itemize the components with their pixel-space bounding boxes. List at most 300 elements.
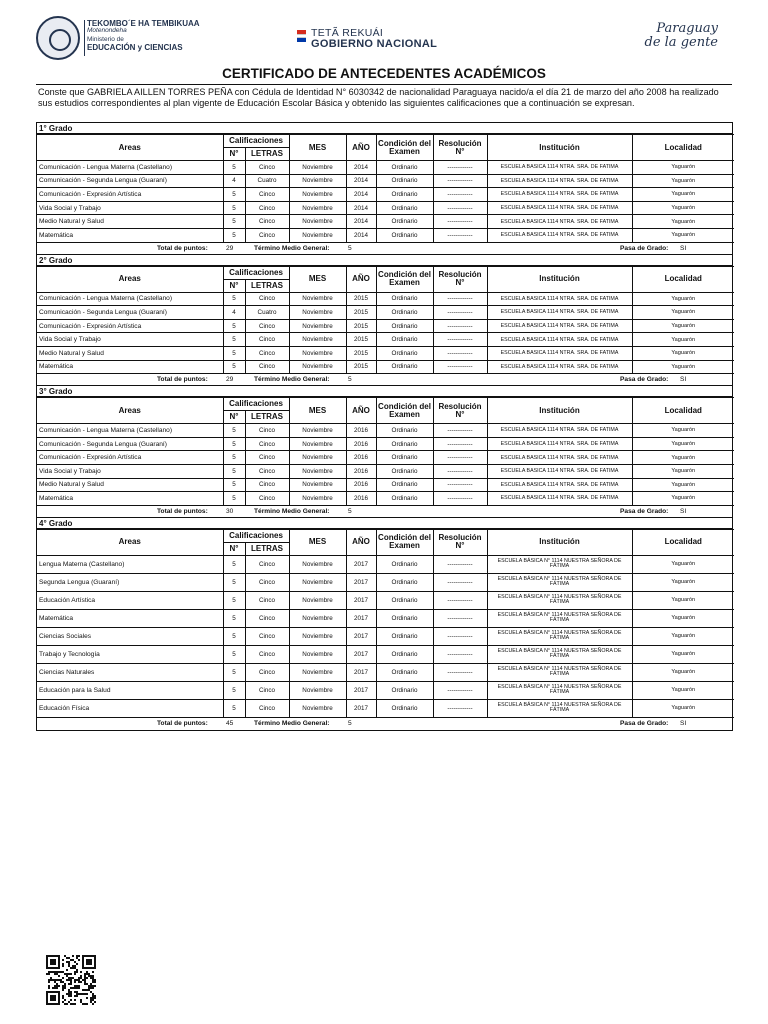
cell-institucion: ESCUELA BASICA 1114 NTRA. SRA. DE FATIMA: [487, 188, 632, 202]
cell-resolucion: ------------: [433, 437, 487, 451]
cell-institucion: ESCUELA BÁSICA N° 1114 NUESTRA SEÑORA DE FÁTIMA: [487, 555, 632, 573]
cell-localidad: Yaguarón: [632, 161, 734, 175]
cell-localidad: Yaguarón: [632, 627, 734, 645]
ministry-line-4: EDUCACIÓN y CIENCIAS: [87, 43, 183, 53]
cell-area: Vida Social y Trabajo: [37, 201, 223, 215]
cell-condicion: Ordinario: [376, 627, 433, 645]
cell-numero: 5: [223, 346, 245, 360]
cell-numero: 5: [223, 699, 245, 717]
col-letras: LETRAS: [245, 279, 289, 292]
cell-localidad: Yaguarón: [632, 215, 734, 229]
cell-resolucion: ------------: [433, 333, 487, 347]
average-value: 5: [348, 244, 352, 252]
total-value: 30: [226, 507, 234, 515]
cell-localidad: Yaguarón: [632, 663, 734, 681]
cell-area: Matemática: [37, 228, 223, 242]
government-line-2: GOBIERNO NACIONAL: [311, 37, 438, 50]
cell-institucion: ESCUELA BASICA 1114 NTRA. SRA. DE FATIMA: [487, 215, 632, 229]
col-calificaciones: Calificaciones: [223, 529, 289, 542]
average-value: 5: [348, 376, 352, 384]
cell-anio: 2016: [346, 478, 376, 492]
cell-numero: 5: [223, 215, 245, 229]
cell-resolucion: ------------: [433, 681, 487, 699]
table-row: [37, 360, 734, 374]
cell-resolucion: ------------: [433, 215, 487, 229]
cell-letras: Cinco: [245, 360, 289, 374]
cell-numero: 5: [223, 555, 245, 573]
cell-resolucion: ------------: [433, 555, 487, 573]
header-divider: [84, 20, 85, 56]
col-mes: MES: [289, 529, 346, 555]
cell-anio: 2015: [346, 292, 376, 306]
government-logo: [297, 28, 437, 50]
cell-institucion: ESCUELA BASICA 1114 NTRA. SRA. DE FATIMA: [487, 424, 632, 438]
cell-institucion: ESCUELA BÁSICA N° 1114 NUESTRA SEÑORA DE FÁTIMA: [487, 645, 632, 663]
grades-container: [36, 122, 733, 731]
table-row: [37, 681, 734, 699]
cell-mes: Noviembre: [289, 627, 346, 645]
cell-anio: 2017: [346, 573, 376, 591]
total-value: 45: [226, 719, 234, 727]
cell-area: Ciencias Naturales: [37, 663, 223, 681]
col-resolucion: Resolución N°: [433, 529, 487, 555]
slogan-line-2: de la gente: [644, 35, 718, 51]
cell-condicion: Ordinario: [376, 591, 433, 609]
cell-resolucion: ------------: [433, 188, 487, 202]
cell-area: Comunicación - Lengua Materna (Castellano): [37, 292, 223, 306]
cell-resolucion: ------------: [433, 424, 487, 438]
slogan-logo: [578, 22, 718, 51]
cell-area: Matemática: [37, 360, 223, 374]
cell-localidad: Yaguarón: [632, 555, 734, 573]
cell-institucion: ESCUELA BASICA 1114 NTRA. SRA. DE FATIMA: [487, 346, 632, 360]
cell-condicion: Ordinario: [376, 215, 433, 229]
table-row: [37, 174, 734, 188]
col-letras: LETRAS: [245, 411, 289, 424]
cell-condicion: Ordinario: [376, 681, 433, 699]
cell-resolucion: ------------: [433, 360, 487, 374]
table-row: [37, 424, 734, 438]
pass-value: SI: [680, 376, 687, 384]
col-numero: N°: [223, 542, 245, 555]
cell-area: Lengua Materna (Castellano): [37, 555, 223, 573]
cell-institucion: ESCUELA BASICA 1114 NTRA. SRA. DE FATIMA: [487, 228, 632, 242]
cell-resolucion: ------------: [433, 201, 487, 215]
cell-localidad: Yaguarón: [632, 292, 734, 306]
total-label: Total de puntos:: [157, 376, 208, 384]
col-condicion: Condición del Examen: [376, 266, 433, 292]
cell-institucion: ESCUELA BÁSICA N° 1114 NUESTRA SEÑORA DE FÁTIMA: [487, 699, 632, 717]
grade-block: [37, 123, 732, 255]
cell-area: Comunicación - Expresión Artística: [37, 319, 223, 333]
col-areas: Areas: [37, 529, 223, 555]
col-numero: N°: [223, 279, 245, 292]
cell-mes: Noviembre: [289, 228, 346, 242]
table-row: [37, 451, 734, 465]
col-institucion: Institución: [487, 266, 632, 292]
cell-localidad: Yaguarón: [632, 451, 734, 465]
cell-localidad: Yaguarón: [632, 188, 734, 202]
cell-mes: Noviembre: [289, 161, 346, 175]
table-row: [37, 319, 734, 333]
cell-condicion: Ordinario: [376, 161, 433, 175]
table-row: [37, 228, 734, 242]
cell-mes: Noviembre: [289, 609, 346, 627]
pass-label: Pasa de Grado:: [620, 719, 669, 727]
cell-numero: 5: [223, 609, 245, 627]
cell-letras: Cinco: [245, 492, 289, 506]
cell-area: Comunicación - Segunda Lengua (Guaraní): [37, 437, 223, 451]
cell-localidad: Yaguarón: [632, 645, 734, 663]
table-row: [37, 188, 734, 202]
cell-localidad: Yaguarón: [632, 174, 734, 188]
cell-resolucion: ------------: [433, 319, 487, 333]
cell-localidad: Yaguarón: [632, 492, 734, 506]
cell-anio: 2016: [346, 437, 376, 451]
cell-area: Educación Artística: [37, 591, 223, 609]
cell-resolucion: ------------: [433, 174, 487, 188]
cell-institucion: ESCUELA BASICA 1114 NTRA. SRA. DE FATIMA: [487, 333, 632, 347]
cell-numero: 4: [223, 306, 245, 320]
cell-numero: 5: [223, 492, 245, 506]
cell-numero: 5: [223, 478, 245, 492]
col-resolucion: Resolución N°: [433, 135, 487, 161]
table-row: [37, 437, 734, 451]
grades-table: [37, 266, 734, 375]
pass-value: SI: [680, 719, 687, 727]
cell-letras: Cinco: [245, 627, 289, 645]
cell-letras: Cinco: [245, 292, 289, 306]
cell-numero: 5: [223, 681, 245, 699]
cell-mes: Noviembre: [289, 663, 346, 681]
average-label: Término Medio General:: [254, 376, 330, 384]
grade-title: 3° Grado: [37, 386, 732, 397]
cell-condicion: Ordinario: [376, 188, 433, 202]
cell-area: Trabajo y Tecnología: [37, 645, 223, 663]
cell-numero: 5: [223, 360, 245, 374]
cell-resolucion: ------------: [433, 464, 487, 478]
cell-condicion: Ordinario: [376, 437, 433, 451]
cell-condicion: Ordinario: [376, 609, 433, 627]
cell-anio: 2017: [346, 555, 376, 573]
cell-area: Medio Natural y Salud: [37, 478, 223, 492]
cell-condicion: Ordinario: [376, 645, 433, 663]
cell-letras: Cinco: [245, 201, 289, 215]
cell-area: Comunicación - Segunda Lengua (Guaraní): [37, 174, 223, 188]
cell-institucion: ESCUELA BASICA 1114 NTRA. SRA. DE FATIMA: [487, 492, 632, 506]
cell-anio: 2017: [346, 681, 376, 699]
cell-area: Vida Social y Trabajo: [37, 333, 223, 347]
cell-anio: 2016: [346, 451, 376, 465]
pass-label: Pasa de Grado:: [620, 507, 669, 515]
cell-condicion: Ordinario: [376, 451, 433, 465]
cell-localidad: Yaguarón: [632, 699, 734, 717]
table-row: [37, 161, 734, 175]
cell-numero: 5: [223, 591, 245, 609]
table-row: [37, 555, 734, 573]
table-row: [37, 292, 734, 306]
cell-mes: Noviembre: [289, 424, 346, 438]
cell-numero: 5: [223, 292, 245, 306]
total-value: 29: [226, 376, 234, 384]
cell-mes: Noviembre: [289, 451, 346, 465]
cell-area: Vida Social y Trabajo: [37, 464, 223, 478]
cell-mes: Noviembre: [289, 681, 346, 699]
cell-anio: 2017: [346, 645, 376, 663]
grades-table: [37, 529, 734, 718]
col-condicion: Condición del Examen: [376, 135, 433, 161]
cell-numero: 5: [223, 464, 245, 478]
cell-area: Segunda Lengua (Guaraní): [37, 573, 223, 591]
cell-localidad: Yaguarón: [632, 333, 734, 347]
col-letras: LETRAS: [245, 542, 289, 555]
cell-condicion: Ordinario: [376, 492, 433, 506]
cell-numero: 5: [223, 188, 245, 202]
cell-anio: 2015: [346, 306, 376, 320]
cell-institucion: ESCUELA BÁSICA N° 1114 NUESTRA SEÑORA DE FÁTIMA: [487, 573, 632, 591]
intro-paragraph: Conste que GABRIELA AILLEN TORRES PEÑA con Cédula de Identidad N° 6030342 de nacionalidad Paraguaya nacido/a el día 21 de marzo del año 2008 ha realizado sus estudios correspondientes al plan vigente de Educación Escolar Básica y obtenido las siguientes calificaciones que a continuación se expresan.: [38, 87, 719, 108]
cell-mes: Noviembre: [289, 346, 346, 360]
table-row: [37, 591, 734, 609]
cell-institucion: ESCUELA BÁSICA N° 1114 NUESTRA SEÑORA DE FÁTIMA: [487, 663, 632, 681]
cell-anio: 2014: [346, 188, 376, 202]
cell-anio: 2016: [346, 492, 376, 506]
cell-area: Medio Natural y Salud: [37, 215, 223, 229]
cell-institucion: ESCUELA BASICA 1114 NTRA. SRA. DE FATIMA: [487, 437, 632, 451]
average-label: Término Medio General:: [254, 507, 330, 515]
cell-condicion: Ordinario: [376, 360, 433, 374]
cell-mes: Noviembre: [289, 215, 346, 229]
cell-letras: Cinco: [245, 437, 289, 451]
cell-mes: Noviembre: [289, 437, 346, 451]
cell-condicion: Ordinario: [376, 201, 433, 215]
cell-letras: Cinco: [245, 228, 289, 242]
cell-numero: 5: [223, 161, 245, 175]
average-value: 5: [348, 507, 352, 515]
cell-letras: Cinco: [245, 555, 289, 573]
table-row: [37, 699, 734, 717]
cell-institucion: ESCUELA BÁSICA N° 1114 NUESTRA SEÑORA DE FÁTIMA: [487, 681, 632, 699]
cell-condicion: Ordinario: [376, 663, 433, 681]
cell-localidad: Yaguarón: [632, 360, 734, 374]
cell-area: Comunicación - Lengua Materna (Castellano): [37, 424, 223, 438]
cell-area: Educación para la Salud: [37, 681, 223, 699]
col-institucion: Institución: [487, 398, 632, 424]
col-numero: N°: [223, 411, 245, 424]
document-title: CERTIFICADO DE ANTECEDENTES ACADÉMICOS: [222, 66, 546, 81]
qr-code-icon: [46, 955, 96, 1005]
cell-condicion: Ordinario: [376, 228, 433, 242]
grades-table: [37, 397, 734, 506]
cell-mes: Noviembre: [289, 645, 346, 663]
cell-condicion: Ordinario: [376, 464, 433, 478]
col-resolucion: Resolución N°: [433, 398, 487, 424]
cell-letras: Cinco: [245, 188, 289, 202]
cell-numero: 5: [223, 451, 245, 465]
table-row: [37, 346, 734, 360]
cell-letras: Cinco: [245, 215, 289, 229]
cell-numero: 5: [223, 645, 245, 663]
cell-numero: 4: [223, 174, 245, 188]
pass-value: SI: [680, 507, 687, 515]
cell-localidad: Yaguarón: [632, 346, 734, 360]
cell-mes: Noviembre: [289, 306, 346, 320]
cell-resolucion: ------------: [433, 663, 487, 681]
cell-mes: Noviembre: [289, 464, 346, 478]
cell-letras: Cinco: [245, 591, 289, 609]
cell-letras: Cinco: [245, 464, 289, 478]
grade-block: [37, 386, 732, 518]
cell-numero: 5: [223, 573, 245, 591]
ministry-logo-text: [87, 20, 200, 52]
table-row: [37, 306, 734, 320]
table-row: [37, 215, 734, 229]
cell-anio: 2016: [346, 424, 376, 438]
cell-area: Medio Natural y Salud: [37, 346, 223, 360]
col-areas: Areas: [37, 266, 223, 292]
cell-letras: Cinco: [245, 319, 289, 333]
cell-condicion: Ordinario: [376, 555, 433, 573]
cell-institucion: ESCUELA BASICA 1114 NTRA. SRA. DE FATIMA: [487, 292, 632, 306]
cell-anio: 2014: [346, 201, 376, 215]
col-mes: MES: [289, 398, 346, 424]
cell-condicion: Ordinario: [376, 333, 433, 347]
table-row: [37, 478, 734, 492]
cell-localidad: Yaguarón: [632, 464, 734, 478]
cell-anio: 2014: [346, 174, 376, 188]
table-row: [37, 663, 734, 681]
grade-summary: [37, 374, 732, 386]
col-localidad: Localidad: [632, 266, 734, 292]
total-label: Total de puntos:: [157, 507, 208, 515]
cell-anio: 2014: [346, 161, 376, 175]
cell-mes: Noviembre: [289, 201, 346, 215]
cell-letras: Cinco: [245, 161, 289, 175]
col-anio: AÑO: [346, 266, 376, 292]
cell-institucion: ESCUELA BASICA 1114 NTRA. SRA. DE FATIMA: [487, 174, 632, 188]
cell-localidad: Yaguarón: [632, 478, 734, 492]
cell-area: Comunicación - Expresión Artística: [37, 451, 223, 465]
cell-institucion: ESCUELA BASICA 1114 NTRA. SRA. DE FATIMA: [487, 201, 632, 215]
average-label: Término Medio General:: [254, 719, 330, 727]
cell-numero: 5: [223, 424, 245, 438]
cell-letras: Cinco: [245, 451, 289, 465]
cell-mes: Noviembre: [289, 478, 346, 492]
table-row: [37, 645, 734, 663]
ministry-line-3: Ministerio de: [87, 36, 124, 44]
cell-mes: Noviembre: [289, 360, 346, 374]
cell-letras: Cuatro: [245, 174, 289, 188]
cell-mes: Noviembre: [289, 573, 346, 591]
cell-area: Comunicación - Expresión Artística: [37, 188, 223, 202]
cell-condicion: Ordinario: [376, 319, 433, 333]
col-localidad: Localidad: [632, 135, 734, 161]
cell-resolucion: ------------: [433, 699, 487, 717]
cell-letras: Cinco: [245, 663, 289, 681]
cell-localidad: Yaguarón: [632, 228, 734, 242]
grade-summary: [37, 506, 732, 518]
table-row: [37, 464, 734, 478]
cell-area: Matemática: [37, 609, 223, 627]
col-localidad: Localidad: [632, 398, 734, 424]
table-row: [37, 627, 734, 645]
cell-condicion: Ordinario: [376, 699, 433, 717]
cell-localidad: Yaguarón: [632, 319, 734, 333]
col-calificaciones: Calificaciones: [223, 398, 289, 411]
ministry-line-2: Motenondeha: [87, 27, 127, 35]
cell-institucion: ESCUELA BASICA 1114 NTRA. SRA. DE FATIMA: [487, 451, 632, 465]
total-label: Total de puntos:: [157, 244, 208, 252]
col-condicion: Condición del Examen: [376, 398, 433, 424]
col-mes: MES: [289, 266, 346, 292]
cell-institucion: ESCUELA BÁSICA N° 1114 NUESTRA SEÑORA DE FÁTIMA: [487, 609, 632, 627]
cell-localidad: Yaguarón: [632, 306, 734, 320]
document-header: [36, 14, 732, 60]
col-mes: MES: [289, 135, 346, 161]
cell-mes: Noviembre: [289, 174, 346, 188]
cell-letras: Cinco: [245, 424, 289, 438]
average-label: Término Medio General:: [254, 244, 330, 252]
cell-institucion: ESCUELA BASICA 1114 NTRA. SRA. DE FATIMA: [487, 161, 632, 175]
col-condicion: Condición del Examen: [376, 529, 433, 555]
cell-localidad: Yaguarón: [632, 424, 734, 438]
col-calificaciones: Calificaciones: [223, 135, 289, 148]
pass-value: SI: [680, 244, 687, 252]
cell-institucion: ESCUELA BASICA 1114 NTRA. SRA. DE FATIMA: [487, 478, 632, 492]
table-row: [37, 492, 734, 506]
cell-numero: 5: [223, 201, 245, 215]
col-numero: N°: [223, 148, 245, 161]
title-divider: [36, 84, 732, 85]
cell-mes: Noviembre: [289, 292, 346, 306]
cell-resolucion: ------------: [433, 573, 487, 591]
cell-condicion: Ordinario: [376, 478, 433, 492]
table-row: [37, 573, 734, 591]
cell-letras: Cinco: [245, 333, 289, 347]
cell-condicion: Ordinario: [376, 424, 433, 438]
cell-localidad: Yaguarón: [632, 573, 734, 591]
cell-numero: 5: [223, 437, 245, 451]
cell-anio: 2017: [346, 699, 376, 717]
cell-mes: Noviembre: [289, 492, 346, 506]
government-line-1: TETÃ REKUÁI: [311, 27, 384, 39]
cell-localidad: Yaguarón: [632, 201, 734, 215]
cell-resolucion: ------------: [433, 609, 487, 627]
table-row: [37, 333, 734, 347]
cell-institucion: ESCUELA BASICA 1114 NTRA. SRA. DE FATIMA: [487, 319, 632, 333]
cell-condicion: Ordinario: [376, 174, 433, 188]
cell-institucion: ESCUELA BASICA 1114 NTRA. SRA. DE FATIMA: [487, 464, 632, 478]
cell-resolucion: ------------: [433, 478, 487, 492]
cell-area: Comunicación - Segunda Lengua (Guaraní): [37, 306, 223, 320]
grade-title: 4° Grado: [37, 518, 732, 529]
cell-letras: Cinco: [245, 478, 289, 492]
cell-resolucion: ------------: [433, 228, 487, 242]
average-value: 5: [348, 719, 352, 727]
cell-institucion: ESCUELA BASICA 1114 NTRA. SRA. DE FATIMA: [487, 306, 632, 320]
ministry-line-1: TEKOMBO´E HA TEMBIKUAA: [87, 19, 200, 28]
col-anio: AÑO: [346, 135, 376, 161]
col-anio: AÑO: [346, 529, 376, 555]
cell-mes: Noviembre: [289, 188, 346, 202]
table-row: [37, 201, 734, 215]
cell-anio: 2017: [346, 627, 376, 645]
grade-summary: [37, 243, 732, 255]
cell-condicion: Ordinario: [376, 306, 433, 320]
cell-institucion: ESCUELA BÁSICA N° 1114 NUESTRA SEÑORA DE FÁTIMA: [487, 627, 632, 645]
cell-area: Comunicación - Lengua Materna (Castellano): [37, 161, 223, 175]
cell-mes: Noviembre: [289, 319, 346, 333]
